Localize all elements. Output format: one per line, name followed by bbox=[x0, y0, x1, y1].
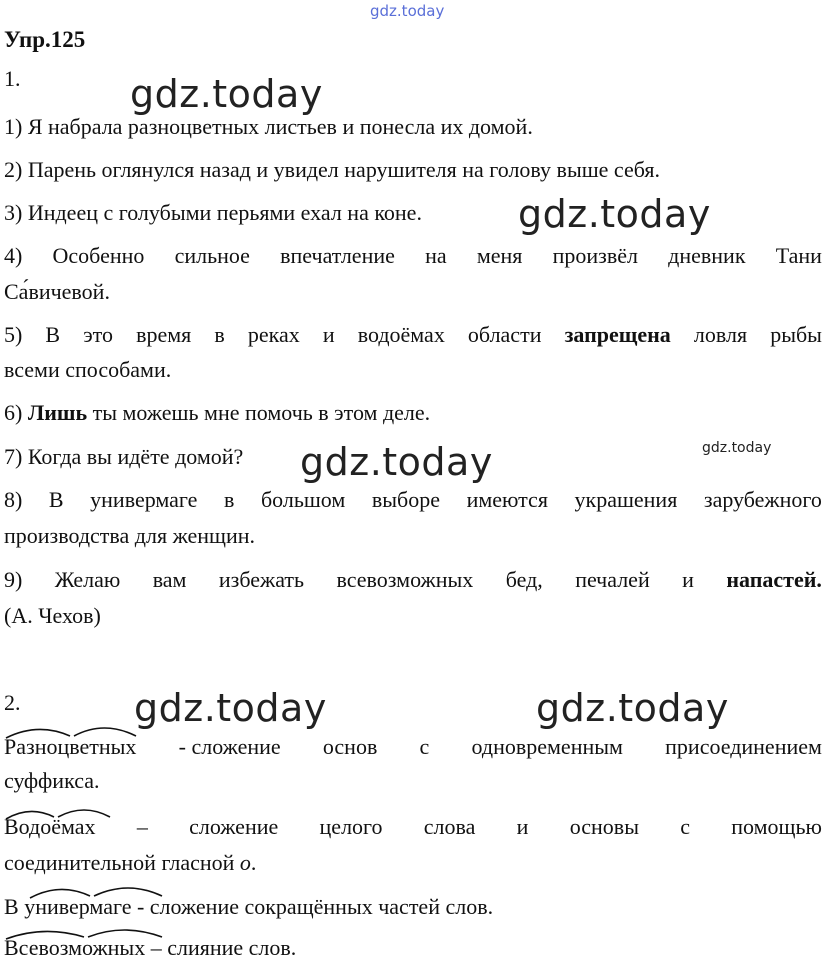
r2-word-1: сложение bbox=[189, 814, 279, 839]
s9-bold-0: напастей. bbox=[726, 567, 822, 592]
s8-word-1: В bbox=[48, 487, 64, 512]
result-2-italic: о bbox=[239, 850, 251, 875]
s5-word-1: В bbox=[45, 322, 61, 347]
s5-word-6: и bbox=[322, 322, 335, 347]
r2-word-2: целого bbox=[319, 814, 383, 839]
result-3-rest: - сложение сокращённых частей слов. bbox=[131, 894, 494, 919]
part1-number: 1. bbox=[4, 66, 21, 91]
s4-word-4: на bbox=[425, 243, 447, 268]
s4-word-6: произвёл bbox=[552, 243, 638, 268]
result-2-end: . bbox=[250, 850, 257, 875]
watermark-5: gdz.today bbox=[536, 686, 729, 730]
s9-word-0: 9) bbox=[4, 567, 23, 592]
sentence-9-line-2: (А. Чехов) bbox=[4, 603, 101, 628]
sentence-6-rest: ты можешь мне помочь в этом деле. bbox=[87, 400, 431, 425]
s5-word-3: время bbox=[136, 322, 192, 347]
result-4-word: Всевозможных bbox=[4, 935, 146, 960]
s9-word-7: и bbox=[682, 567, 694, 592]
result-3-pre: В bbox=[4, 894, 25, 919]
s5-word-0: 5) bbox=[4, 322, 23, 347]
s5-tail-0: ловля bbox=[693, 322, 748, 347]
watermark-small: gdz.today bbox=[702, 440, 772, 456]
r2-word-5: основы bbox=[569, 814, 639, 839]
s8-word-6: имеются bbox=[466, 487, 548, 512]
sentence-6-number: 6) bbox=[4, 400, 28, 425]
r2-word-4: и bbox=[516, 814, 529, 839]
s9-word-6: печалей bbox=[575, 567, 650, 592]
result-2-text: соединительной гласной bbox=[4, 850, 240, 875]
sentence-5-line-2: всеми способами. bbox=[4, 357, 172, 382]
s4-word-2: сильное bbox=[174, 243, 250, 268]
watermark-3: gdz.today bbox=[300, 440, 493, 484]
sentence-8-line-1 bbox=[4, 487, 822, 513]
s8-word-7: украшения bbox=[574, 487, 678, 512]
watermark-1: gdz.today bbox=[130, 72, 323, 116]
result-3-word: универмаге bbox=[24, 894, 132, 919]
r1-word-0: - сложение bbox=[178, 734, 281, 759]
r2-word-6: с bbox=[680, 814, 691, 839]
exercise-title: Упр.125 bbox=[4, 27, 86, 52]
r2-word-3: слова bbox=[423, 814, 476, 839]
s4-word-7: дневник bbox=[668, 243, 746, 268]
s9-word-4: всевозможных bbox=[336, 567, 474, 592]
r2-analyzed-word-0: Водоёмах bbox=[4, 814, 96, 839]
sentence-3: 3) Индеец с голубыми перьями ехал на коне. bbox=[4, 200, 422, 225]
s4-word-3: впечатление bbox=[280, 243, 395, 268]
sentence-6 bbox=[4, 400, 430, 426]
r1-analyzed-word-0: Разноцветных bbox=[4, 734, 137, 759]
s5-word-4: в bbox=[214, 322, 225, 347]
s8-word-3: в bbox=[223, 487, 235, 512]
result-1-line-2: суффикса. bbox=[4, 768, 100, 793]
s5-tail-1: рыбы bbox=[770, 322, 822, 347]
r1-word-1: основ bbox=[322, 734, 378, 759]
r1-word-3: одновременным bbox=[471, 734, 623, 759]
s4-word-1: Особенно bbox=[52, 243, 145, 268]
s8-word-2: универмаге bbox=[90, 487, 198, 512]
r1-word-4: присоединением bbox=[665, 734, 822, 759]
s8-word-8: зарубежного bbox=[703, 487, 822, 512]
sentence-2: 2) Парень оглянулся назад и увидел нарушителя на голову выше себя. bbox=[4, 157, 660, 182]
s9-word-2: вам bbox=[152, 567, 187, 592]
s5-word-5: реках bbox=[247, 322, 300, 347]
s4-word-5: меня bbox=[476, 243, 523, 268]
result-3 bbox=[4, 894, 493, 920]
s9-word-3: избежать bbox=[218, 567, 305, 592]
s4-word-0: 4) bbox=[4, 243, 23, 268]
r2-word-7: помощью bbox=[731, 814, 822, 839]
sentence-5-line-1 bbox=[4, 322, 822, 348]
s8-word-4: большом bbox=[260, 487, 346, 512]
watermark-4: gdz.today bbox=[134, 686, 327, 730]
s8-word-0: 8) bbox=[4, 487, 23, 512]
s9-word-1: Желаю bbox=[54, 567, 121, 592]
s5-bold-0: запрещена bbox=[564, 322, 671, 347]
sentence-8-line-2: производства для женщин. bbox=[4, 523, 256, 548]
sentence-4-line-2: Са́вичевой. bbox=[4, 279, 110, 304]
sentence-9-line-1 bbox=[4, 567, 822, 593]
result-4-rest: – слияние слов. bbox=[145, 935, 297, 960]
part2-number: 2. bbox=[4, 690, 21, 715]
s4-word-8: Тани bbox=[775, 243, 822, 268]
result-2-line-1 bbox=[4, 814, 822, 840]
sentence-6-bold-word: Лишь bbox=[27, 400, 88, 425]
sentence-4-line-1 bbox=[4, 243, 822, 269]
sentence-7: 7) Когда вы идёте домой? bbox=[4, 444, 244, 469]
s8-word-5: выборе bbox=[371, 487, 440, 512]
result-4 bbox=[4, 935, 296, 961]
watermark-2: gdz.today bbox=[518, 192, 711, 236]
sentence-1: 1) Я набрала разноцветных листьев и понесла их домой. bbox=[4, 114, 533, 139]
r1-word-2: с bbox=[419, 734, 430, 759]
s5-word-2: это bbox=[83, 322, 113, 347]
s5-word-7: водоёмах bbox=[357, 322, 445, 347]
watermark-top: gdz.today bbox=[370, 2, 445, 20]
s5-word-8: области bbox=[467, 322, 542, 347]
result-2-line-2 bbox=[4, 850, 256, 876]
result-1-line-1 bbox=[4, 734, 822, 760]
s9-word-5: бед, bbox=[505, 567, 543, 592]
r2-word-0: – bbox=[136, 814, 148, 839]
